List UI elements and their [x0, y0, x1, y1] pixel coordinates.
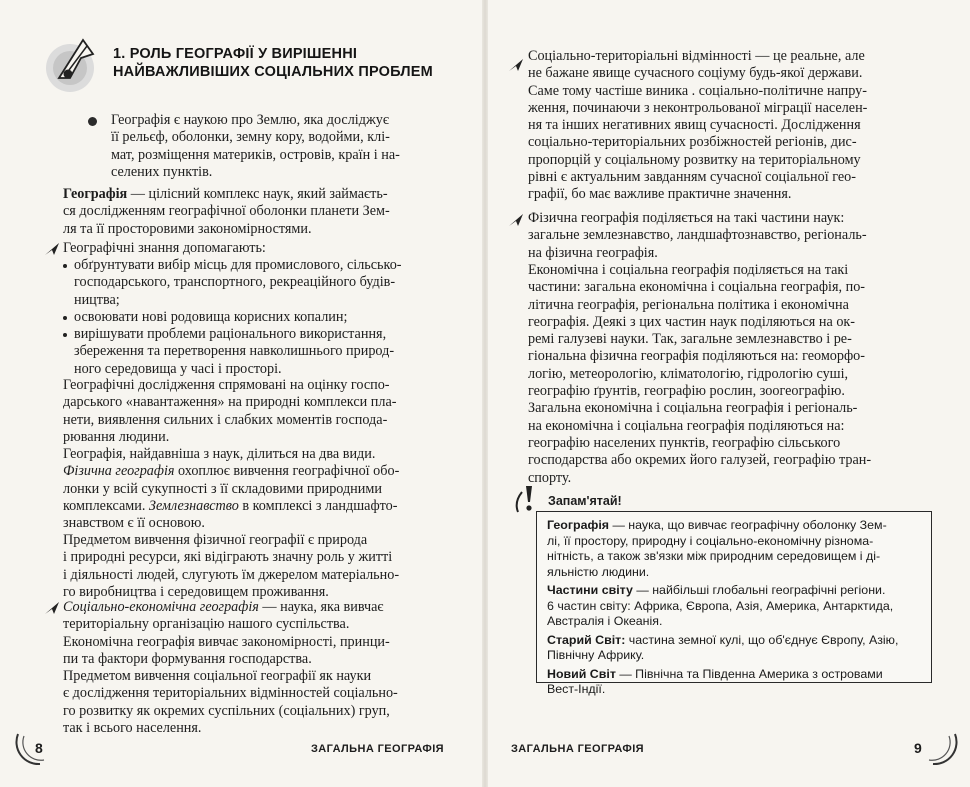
text-line [547, 583, 923, 599]
text-line: ництва; [74, 291, 120, 308]
text-fragment: — Північна та Південна Америка з островами [615, 666, 883, 681]
remember-term: Географія [547, 518, 609, 532]
page-corner-swirl-icon [10, 728, 50, 768]
text-line: го розвитку як окремих суспільних (соціальних) груп, [63, 702, 390, 719]
text-line: Загальна економічна і соціальна географія і регіональ- [528, 400, 858, 417]
text-line: яльністю людини. [547, 564, 650, 579]
page-number: 8 [35, 740, 43, 756]
text-line: її рельєф, оболонки, земну кору, водойми, клі- [111, 129, 390, 146]
research-paragraph [63, 377, 396, 446]
text-fragment: — наука, що вивчає географічну оболонку Зем- [609, 518, 887, 532]
text-line: рювання людини. [63, 428, 170, 445]
text-line: Фізична географія поділяється на такі частини наук: [528, 210, 845, 226]
page-corner-swirl-icon [923, 728, 963, 768]
text-line: частини: загальна економічна і соціальна географія, по- [528, 279, 866, 296]
remember-term: Новий Світ [547, 666, 616, 681]
definition-term: Географія [63, 186, 128, 202]
remember-entry [547, 633, 923, 664]
text-line: нети, виявлення сильних і слабких моментів господа- [63, 411, 388, 428]
text-line: ження, починаючи з неконтрольованої міграції населен- [528, 99, 868, 116]
text-line: пи та фактори формування господарства. [63, 651, 312, 668]
text-line: Австралія і Океанія. [547, 614, 663, 628]
text-line: 6 частин світу: Африка, Європа, Азія, Америка, Антарктида, [547, 598, 894, 613]
chapter-title [113, 45, 453, 81]
physical-paragraph [528, 210, 867, 262]
text-line: територіальну організацію нашого суспільства. [63, 616, 350, 633]
compass-icon [43, 34, 105, 96]
text-line: вирішувати проблеми раціонального використання, [74, 326, 387, 343]
text-line: господарства або окремих його галузей, географію тран- [528, 452, 872, 469]
text-line: господарського, транспортного, рекреаційного будів- [74, 274, 396, 291]
text-line: літична географія, регіональна політика і економічна [528, 296, 849, 313]
text-line: Вест-Індії. [547, 682, 606, 696]
pencil-exclamation-icon [512, 482, 542, 516]
arrow-pointer-icon [508, 213, 524, 227]
text-line: ся дослідженням географічної оболонки планети Зем- [63, 203, 390, 220]
text-line [63, 186, 390, 203]
definition-text: — цілісний комплекс наук, який займаєть- [127, 186, 388, 202]
text-line: Географічні дослідження спрямовані на оцінку госпо- [63, 377, 390, 393]
econ-paragraph [63, 634, 390, 669]
text-line: обґрунтувати вибір місць для промислового, сільсько- [74, 257, 402, 273]
text-line: географію населених пунктів, географію сільського [528, 434, 841, 451]
page-footer: ЗАГАЛЬНА ГЕОГРАФІЯ [511, 743, 644, 755]
text-line: пропорцій у соціальному розвитку на територіальному [528, 151, 861, 168]
text-line: го виробництва і середовищем проживання. [63, 583, 329, 600]
term-socio-economic: Соціально-економічна географія [63, 599, 259, 615]
text-line: є дослідження територіальних відмінностей соціально- [63, 685, 398, 702]
arrow-pointer-icon [44, 242, 60, 256]
text-line: ремі галузеві науки. Так, загальне землезнавство і ре- [528, 331, 852, 348]
text-line: Економічна географія вивчає закономірності, принци- [63, 634, 390, 650]
text-line: лі, її простору, природну і соціально-економічну різнома- [547, 533, 874, 548]
remember-entry [547, 518, 923, 580]
remember-box [536, 511, 932, 696]
knowledge-heading [63, 240, 266, 257]
subject-paragraph [63, 532, 399, 601]
text-line: рівні є актуальним завданням сучасної соціальної гео- [528, 169, 856, 186]
chapter-title-line: 1. РОЛЬ ГЕОГРАФІЇ У ВИРІШЕННІ [113, 46, 358, 62]
text-line: Географічні знання допомагають: [63, 240, 266, 256]
text-line [63, 498, 399, 515]
knowledge-list [62, 257, 402, 378]
text-fragment: в комплексі з ландшафто- [238, 497, 398, 514]
remember-term: Старий Світ: [547, 632, 626, 647]
economic-paragraph [528, 262, 871, 487]
remember-entry [547, 667, 923, 698]
definition-paragraph [63, 186, 390, 238]
text-line: Географія, найдавніша з наук, ділиться на два види. [63, 446, 376, 462]
social-paragraph [63, 668, 398, 737]
split-paragraph [63, 446, 399, 532]
text-line: селених пунктів. [111, 163, 213, 180]
text-line: графії, бо має важливе практичне значення. [528, 186, 792, 203]
text-line [63, 463, 399, 480]
text-line: на фізична географія. [528, 244, 658, 261]
text-line: ля та її просторовими закономірностями. [63, 220, 312, 237]
page-footer: ЗАГАЛЬНА ГЕОГРАФІЯ [311, 743, 444, 755]
text-line: загальне землезнавство, ландшафтознавство, регіональ- [528, 227, 867, 244]
bullet-icon [88, 117, 97, 126]
text-fragment: комплексами. [63, 497, 149, 514]
text-line [547, 667, 923, 683]
page-number: 9 [914, 740, 922, 756]
differences-paragraph [528, 48, 867, 204]
text-line: збереження та перетворення навколишнього природ- [74, 343, 395, 360]
remember-title: Запам'ятай! [544, 494, 626, 508]
text-line: географія. Деякі з цих частин наук поділяються на ок- [528, 313, 856, 330]
text-fragment: — найбільші глобальні географічні регіони. [632, 583, 886, 597]
text-line: Саме тому частіше виника . соціально-політичне напру- [528, 82, 867, 99]
chapter-title-line: НАЙВАЖЛИВІШИХ СОЦІАЛЬНИХ ПРОБЛЕМ [113, 64, 433, 80]
text-line: нітність, а також зв'язки між природним середовищем і ді- [547, 549, 881, 563]
text-line: ня та інших негативних явищ сучасності. Дослідження [528, 117, 861, 134]
arrow-pointer-icon [508, 58, 524, 72]
text-line: не бажане явище сучасного соціуму будь-якої держави. [528, 65, 863, 82]
text-line [63, 599, 384, 616]
text-line: знавством є її основою. [63, 515, 205, 532]
text-line: мат, розміщення материків, островів, країн і на- [111, 146, 400, 163]
text-fragment: охоплює вивчення географічної обо- [174, 463, 400, 480]
text-line: ного середовища у часі і просторі. [74, 360, 282, 377]
text-line: лонки у всій сукупності з її складовими природними [63, 480, 382, 497]
text-line: Предметом вивчення фізичної географії є природа [63, 532, 368, 548]
text-line: Економічна і соціальна географія поділяється на такі [528, 262, 849, 278]
text-fragment: частина земної кулі, що об'єднує Європу, Азію, [625, 632, 899, 647]
text-line: Географія є наукою про Землю, яка досліджує [111, 112, 389, 128]
arrow-pointer-icon [44, 601, 60, 615]
text-line: Предметом вивчення соціальної географії як науки [63, 668, 372, 684]
term-physical-geography: Фізична географія [63, 463, 175, 480]
remember-term: Частини світу [547, 583, 633, 597]
text-line: географію ґрунтів, географію рослин, зоогеографію. [528, 383, 845, 400]
text-line: так і всього населення. [63, 719, 202, 736]
text-line: Північну Африку. [547, 648, 645, 662]
list-item [62, 326, 402, 378]
list-item [62, 309, 402, 326]
text-line: і природні ресурси, які відіграють значну роль у житті [63, 549, 393, 566]
list-item [62, 257, 402, 309]
text-line: на економічна і соціальна географія поділяються на: [528, 417, 845, 434]
text-line [547, 633, 923, 649]
text-line: спорту. [528, 469, 572, 486]
text-line: освоювати нові родовища корисних копалин; [74, 308, 348, 325]
text-line: Соціально-територіальні відмінності — це реальне, але [528, 48, 865, 64]
text-line: логію, метеорологію, кліматологію, гідрологію суші, [528, 365, 849, 382]
intro-paragraph [111, 112, 400, 181]
text-line: і діяльності людей, слугують їм джерелом матеріально- [63, 566, 400, 583]
text-line: гіональна фізична географія поділяються на: геоморфо- [528, 348, 866, 365]
text-line: соціально-територіальних розбіжностей регіонів, дис- [528, 134, 857, 151]
text-fragment: — наука, яка вивчає [258, 599, 384, 615]
text-line: дарського «навантаження» на природні комплекси пла- [63, 394, 397, 411]
socio-paragraph [63, 599, 384, 634]
term-earth-science: Землезнавство [148, 497, 239, 514]
remember-entry [547, 583, 923, 630]
text-line [547, 518, 923, 534]
